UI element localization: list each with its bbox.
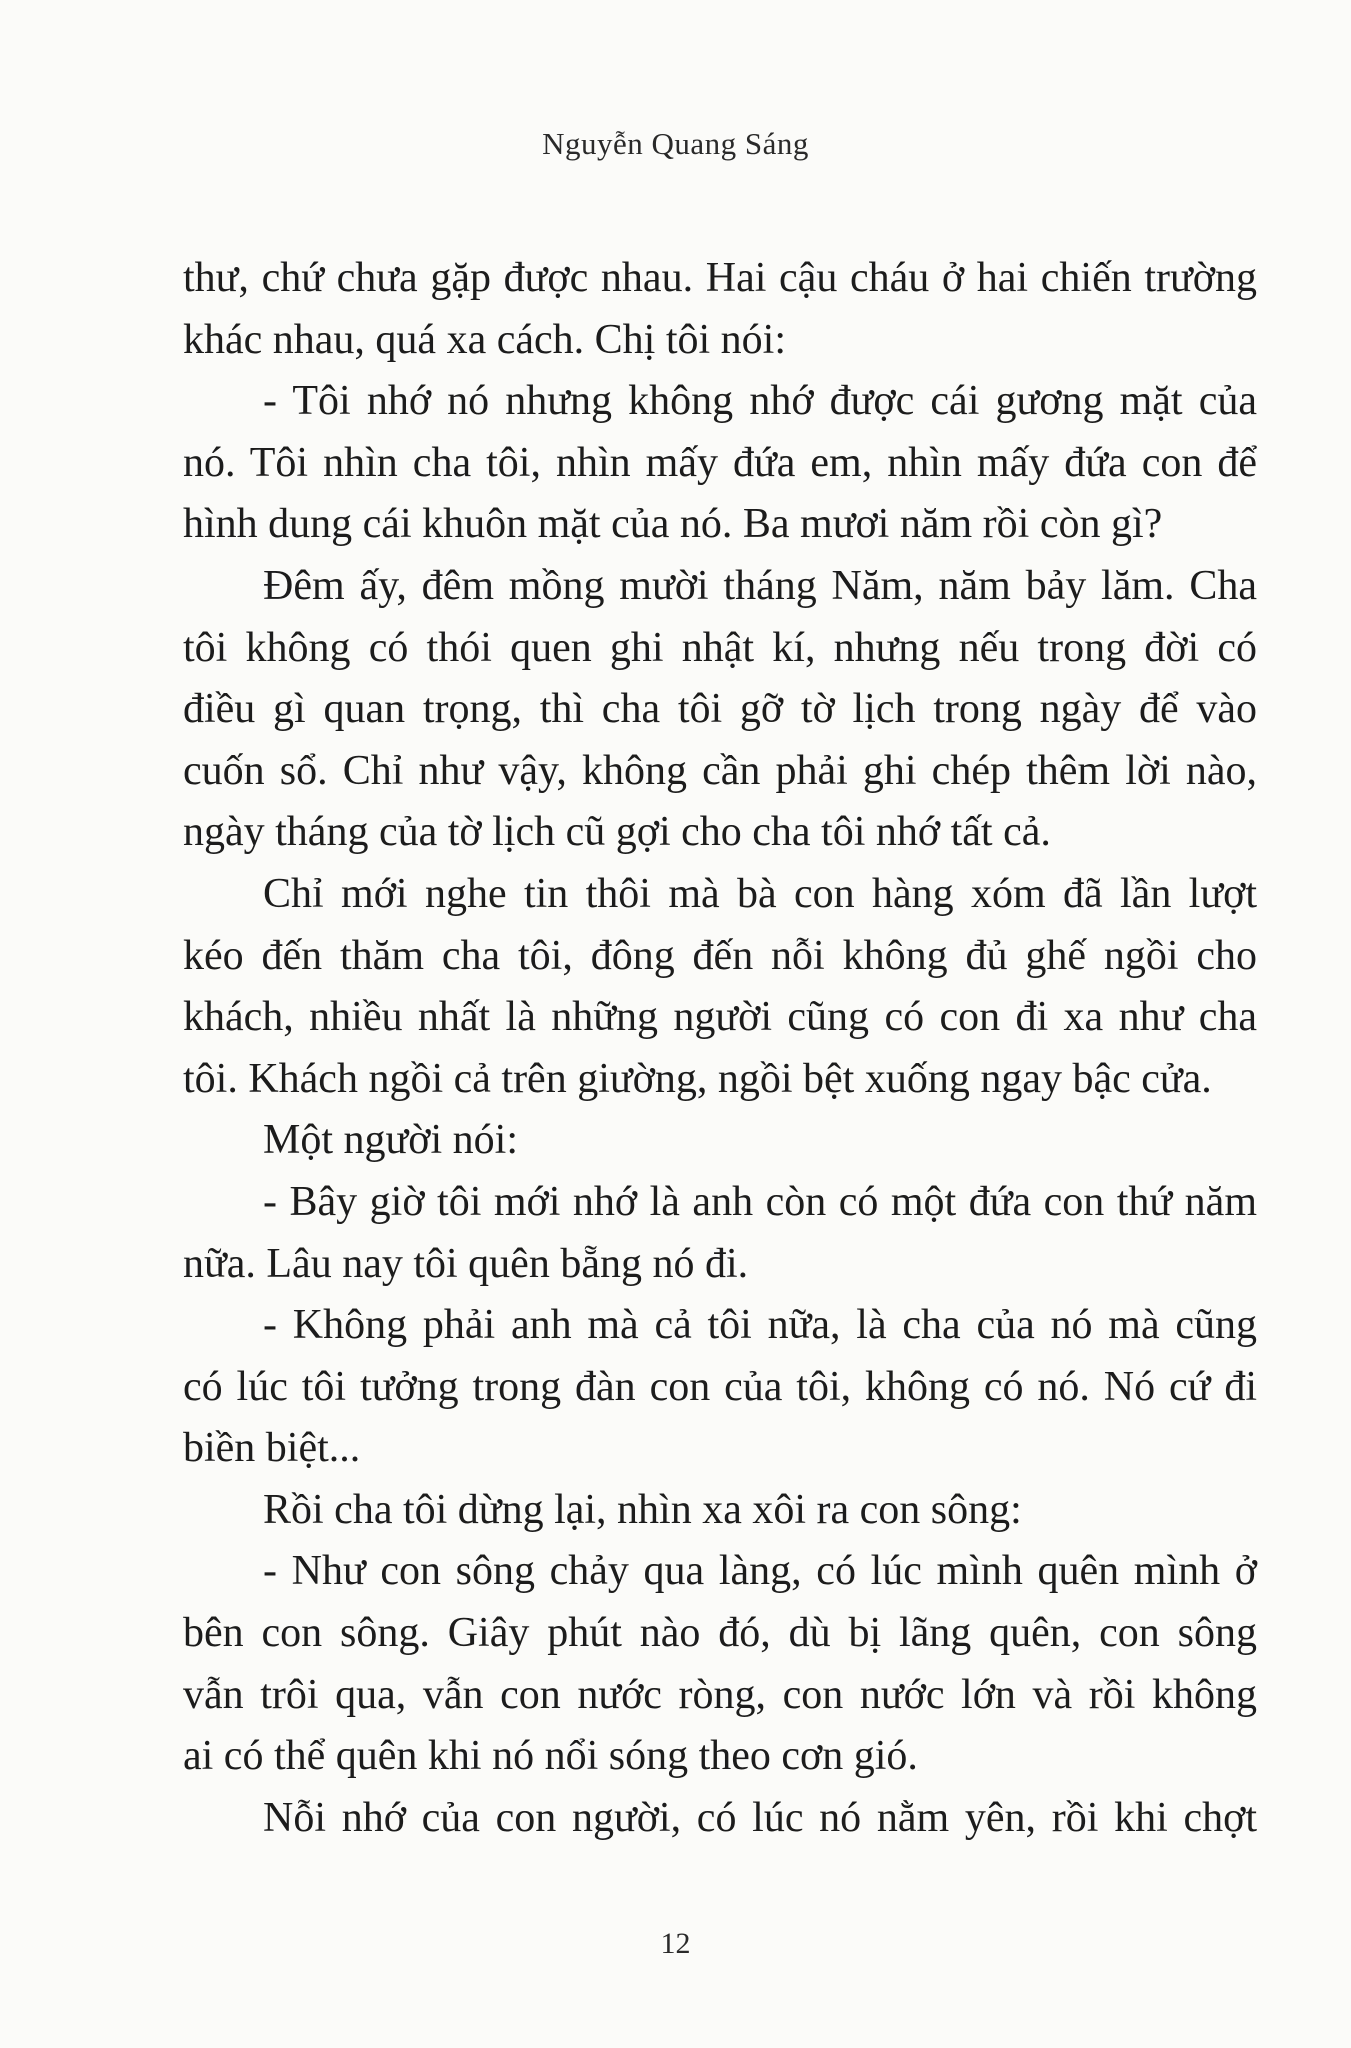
text-line: khách, nhiều nhất là những người cũng có con đi xa như cha: [183, 994, 1257, 1041]
text-line: nó. Tôi nhìn cha tôi, nhìn mấy đứa em, nhìn mấy đứa con để: [183, 439, 1257, 486]
text-line: thư, chứ chưa gặp được nhau. Hai cậu cháu ở hai chiến trường: [183, 255, 1257, 301]
text-line: kéo đến thăm cha tôi, đông đến nỗi không đủ ghế ngồi cho: [183, 932, 1257, 979]
text-line: ngày tháng của tờ lịch cũ gợi cho cha tôi nhớ tất cả.: [183, 809, 1051, 856]
text-line: Một người nói:: [263, 1117, 518, 1164]
text-line: - Không phải anh mà cả tôi nữa, là cha của nó mà cũng: [263, 1302, 1257, 1349]
text-line: điều gì quan trọng, thì cha tôi gỡ tờ lịch trong ngày để vào: [183, 686, 1257, 733]
text-line: tôi. Khách ngồi cả trên giường, ngồi bệt xuống ngay bậc cửa.: [183, 1055, 1212, 1102]
text-line: Chỉ mới nghe tin thôi mà bà con hàng xóm đã lần lượt: [263, 870, 1257, 917]
text-line: tôi không có thói quen ghi nhật kí, nhưng nếu trong đời có: [183, 624, 1257, 671]
text-line: bên con sông. Giây phút nào đó, dù bị lãng quên, con sông: [183, 1610, 1257, 1657]
text-line: vẫn trôi qua, vẫn con nước ròng, con nước lớn và rồi không: [183, 1671, 1257, 1718]
text-line: - Bây giờ tôi mới nhớ là anh còn có một đứa con thứ năm: [263, 1178, 1257, 1225]
text-line: nữa. Lâu nay tôi quên bẵng nó đi.: [183, 1240, 749, 1287]
text-line: Rồi cha tôi dừng lại, nhìn xa xôi ra con sông:: [263, 1486, 1022, 1533]
text-line: - Như con sông chảy qua làng, có lúc mình quên mình ở: [263, 1548, 1257, 1595]
text-line: hình dung cái khuôn mặt của nó. Ba mươi năm rồi còn gì?: [183, 501, 1163, 548]
text-line: Nỗi nhớ của con người, có lúc nó nằm yên, rồi khi chợt: [263, 1794, 1257, 1841]
text-line: cuốn sổ. Chỉ như vậy, không cần phải ghi chép thêm lời nào,: [183, 747, 1257, 794]
text-line: - Tôi nhớ nó nhưng không nhớ được cái gương mặt của: [263, 378, 1257, 425]
text-line: ai có thể quên khi nó nổi sóng theo cơn gió.: [183, 1733, 918, 1780]
text-line: Đêm ấy, đêm mồng mười tháng Năm, năm bảy lăm. Cha: [263, 562, 1257, 609]
body-text: [183, 248, 1257, 1849]
text-line: có lúc tôi tưởng trong đàn con của tôi, không có nó. Nó cứ đi: [183, 1363, 1257, 1410]
running-header: Nguyễn Quang Sáng: [542, 126, 809, 161]
text-line: biền biệt...: [183, 1425, 361, 1472]
page-number: 12: [660, 1927, 691, 1960]
text-line: khác nhau, quá xa cách. Chị tôi nói:: [183, 316, 786, 363]
